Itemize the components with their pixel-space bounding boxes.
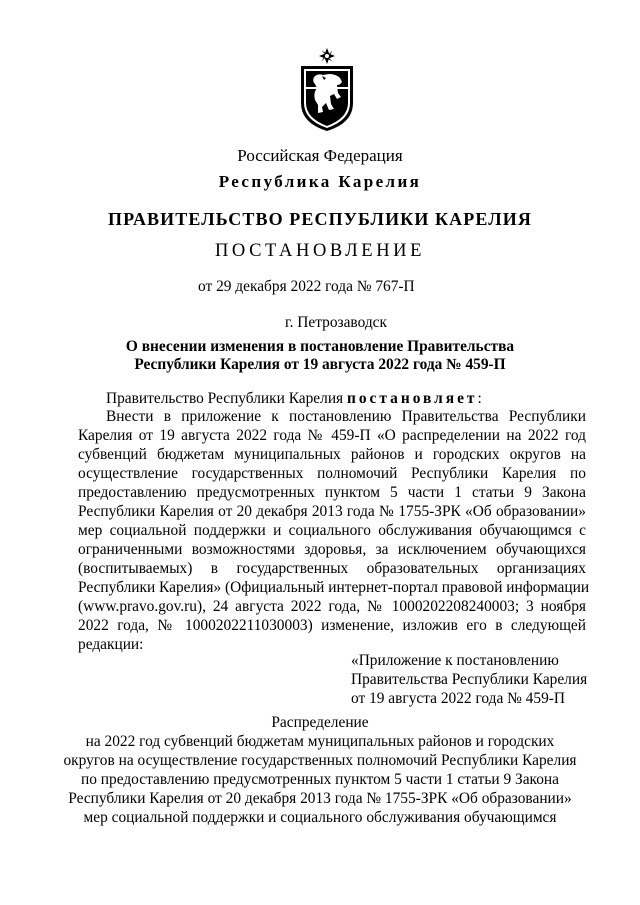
paragraph-line: (воспитываемых) в государственных образовательных организациях <box>78 560 586 577</box>
karelia-coat-of-arms-icon <box>296 47 358 133</box>
distribution-line: по предоставлению предусмотренных пунктом 5 части 1 статьи 9 Закона <box>81 771 559 788</box>
government-title: ПРАВИТЕЛЬСТВО РЕСПУБЛИКИ КАРЕЛИЯ <box>108 209 532 229</box>
decree-title-line-1: О внесении изменения в постановление Правительства <box>125 338 515 355</box>
paragraph-line: 2022 года, № 1000202211030003) изменение, изложив его в следующей <box>78 617 586 634</box>
paragraph-line: предоставлению предусмотренных пунктом 5 части 1 статьи 9 Закона <box>78 484 586 501</box>
intro-resolves: постановляет <box>346 390 478 407</box>
distribution-line: Республики Карелия от 20 декабря 2013 года № 1755-ЗРК «Об образовании» <box>68 790 572 807</box>
intro-text: Правительство Республики Карелия <box>106 390 347 407</box>
paragraph-line: Республики Карелия от 20 декабря 2013 года № 1755-ЗРК «Об образовании» <box>78 503 586 520</box>
paragraph-line: редакции: <box>78 636 144 653</box>
appendix-ref-line: «Приложение к постановлению <box>351 652 559 669</box>
paragraph-line: осуществление государственных полномочий Республики Карелия по <box>78 465 586 482</box>
distribution-line: на 2022 год субвенций бюджетам муниципальных районов и городских <box>85 733 555 750</box>
paragraph-line: Республики Карелия» (Официальный интернет-портал правовой информации <box>78 579 590 596</box>
decree-title-line-2: Республики Карелия от 19 августа 2022 года № 459-П <box>134 356 506 373</box>
paragraph-line: субвенций бюджетам муниципальных районов и городских округов на <box>78 446 586 463</box>
intro-colon: : <box>477 390 482 407</box>
paragraph-line: (www.pravo.gov.ru), 24 августа 2022 года, № 1000202208240003; 3 ноября <box>78 598 586 615</box>
country-name: Российская Федерация <box>237 146 403 165</box>
paragraph-line: Внести в приложение к постановлению Правительства Республики <box>106 408 586 425</box>
appendix-ref-line: от 19 августа 2022 года № 459-П <box>351 690 566 707</box>
paragraph-line: ограниченными возможностями здоровья, за исключением обучающихся <box>78 541 586 558</box>
republic-name: Республика Карелия <box>218 172 422 191</box>
intro-sentence <box>106 389 482 409</box>
distribution-line: мер социальной поддержки и социального обслуживания обучающимся <box>83 809 557 826</box>
appendix-ref-line: Правительства Республики Карелия <box>351 671 588 688</box>
distribution-line: округов на осуществление государственных полномочий Республики Карелия <box>63 752 577 769</box>
distribution-heading: Распределение <box>271 714 369 731</box>
paragraph-line: Карелия от 19 августа 2022 года № 459-П «О распределении на 2022 год <box>78 427 586 444</box>
paragraph-line: мер социальной поддержки и социального обслуживания обучающимся с <box>78 522 586 539</box>
document-type: ПОСТАНОВЛЕНИЕ <box>214 241 426 261</box>
decree-city: г. Петрозаводск <box>285 314 387 331</box>
decree-date-number: от 29 декабря 2022 года № 767-П <box>198 278 415 295</box>
